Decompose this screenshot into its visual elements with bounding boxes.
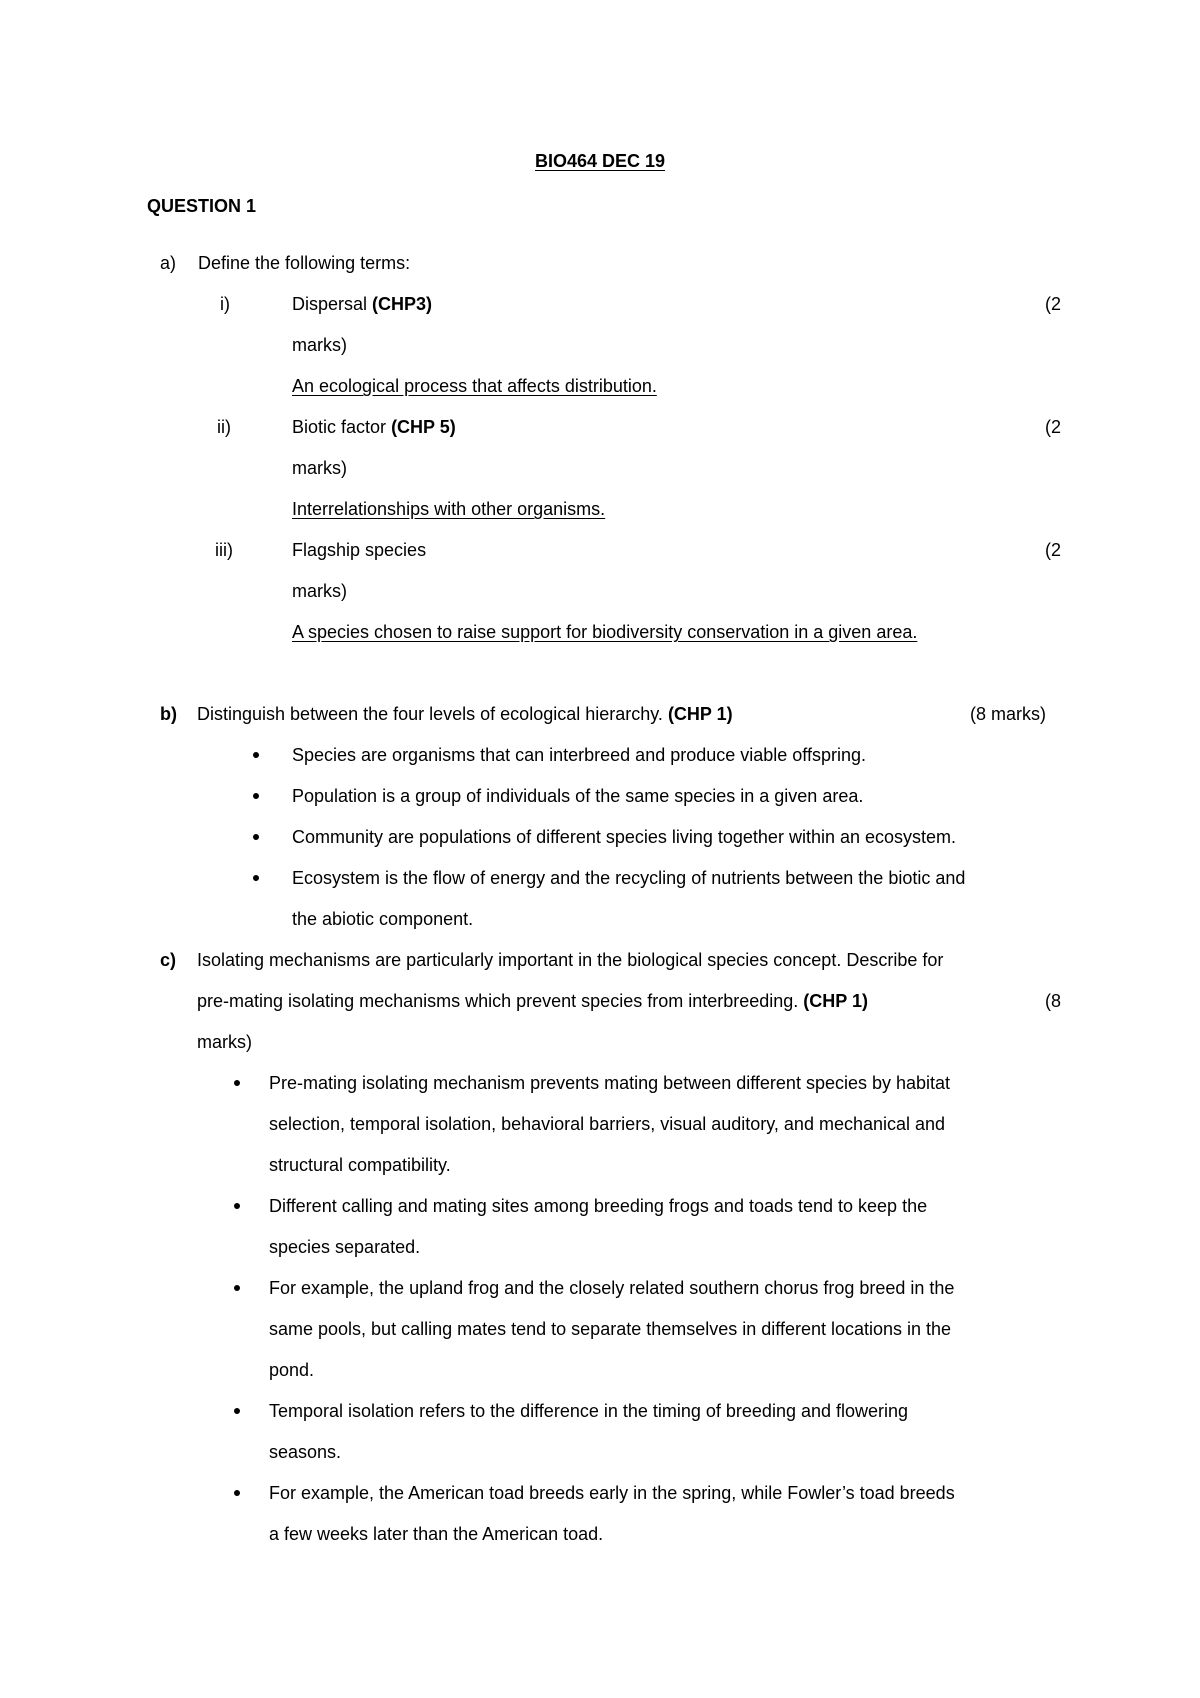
bullet-dot — [253, 834, 259, 840]
bullet-dot — [234, 1408, 240, 1414]
bullet-dot — [234, 1080, 240, 1086]
list-item: Pre-mating isolating mechanism prevents mating between different species by habitat — [269, 1073, 951, 1093]
item-marks-close: marks) — [292, 458, 347, 478]
list-item-continuation: structural compatibility. — [269, 1155, 451, 1175]
item-term — [292, 539, 426, 561]
bullet-dot — [253, 793, 259, 799]
list-item-continuation: pond. — [269, 1360, 315, 1380]
bullet-dot — [234, 1490, 240, 1496]
bullet-dot — [234, 1285, 240, 1291]
term-text: Biotic factor — [292, 417, 387, 437]
bullet-dot — [253, 875, 259, 881]
list-item: Community are populations of different species living together within an ecosystem. — [292, 827, 957, 847]
list-item-continuation: seasons. — [269, 1442, 342, 1462]
part-b-label: b) — [160, 704, 177, 724]
item-answer: An ecological process that affects distribution. — [292, 376, 657, 396]
item-number: iii) — [215, 540, 233, 560]
list-item-continuation: a few weeks later than the American toad. — [269, 1524, 604, 1544]
item-marks-close: marks) — [292, 335, 347, 355]
part-c-prompt-line-2 — [197, 990, 868, 1012]
list-item: Different calling and mating sites among breeding frogs and toads tend to keep the — [269, 1196, 928, 1216]
item-number: i) — [220, 294, 230, 314]
item-marks-close: marks) — [292, 581, 347, 601]
list-item: For example, the upland frog and the closely related southern chorus frog breed in the — [269, 1278, 955, 1298]
part-b-marks: (8 marks) — [970, 704, 1046, 724]
part-c-label: c) — [160, 950, 177, 970]
term-chapter: (CHP3) — [372, 294, 433, 314]
prompt-text: Distinguish between the four levels of ecological hierarchy. — [197, 704, 663, 724]
item-answer: Interrelationships with other organisms. — [292, 499, 606, 519]
term-text: Dispersal — [292, 294, 368, 314]
item-marks-open: (2 — [1045, 417, 1062, 437]
prompt-chapter: (CHP 1) — [667, 704, 733, 724]
item-answer: A species chosen to raise support for biodiversity conservation in a given area. — [292, 622, 918, 642]
list-item: Temporal isolation refers to the difference in the timing of breeding and flowering — [269, 1401, 909, 1421]
item-marks-open: (2 — [1045, 294, 1062, 314]
bullet-dot — [253, 752, 259, 758]
list-item-continuation: species separated. — [269, 1237, 421, 1257]
part-a-label: a) — [160, 253, 177, 273]
part-c-prompt-line-1: Isolating mechanisms are particularly important in the biological species concept. Describe for — [197, 950, 944, 970]
bullet-dot — [234, 1203, 240, 1209]
item-term — [292, 416, 456, 438]
document-title: BIO464 DEC 19 — [535, 151, 666, 171]
prompt-chapter: (CHP 1) — [803, 991, 868, 1011]
part-b-prompt — [197, 703, 733, 725]
item-number: ii) — [217, 417, 231, 437]
item-marks-open: (2 — [1045, 540, 1062, 560]
list-item-continuation: same pools, but calling mates tend to separate themselves in different locations in the — [269, 1319, 952, 1339]
part-c-marks-close: marks) — [197, 1032, 252, 1052]
list-item: Population is a group of individuals of the same species in a given area. — [292, 786, 864, 806]
prompt-text: pre-mating isolating mechanisms which prevent species from interbreeding. — [197, 991, 799, 1011]
term-chapter: (CHP 5) — [391, 417, 456, 437]
question-heading: QUESTION 1 — [147, 196, 257, 216]
list-item-continuation: selection, temporal isolation, behavioral barriers, visual auditory, and mechanical and — [269, 1114, 946, 1134]
term-text: Flagship species — [292, 540, 427, 560]
list-item: For example, the American toad breeds early in the spring, while Fowler’s toad breeds — [269, 1483, 955, 1503]
list-item: Species are organisms that can interbreed and produce viable offspring. — [292, 745, 867, 765]
part-c-marks-open: (8 — [1045, 991, 1062, 1011]
list-item: Ecosystem is the flow of energy and the recycling of nutrients between the biotic and — [292, 868, 966, 888]
item-term — [292, 293, 432, 315]
part-a-prompt: Define the following terms: — [198, 253, 411, 273]
list-item-continuation: the abiotic component. — [292, 909, 474, 929]
